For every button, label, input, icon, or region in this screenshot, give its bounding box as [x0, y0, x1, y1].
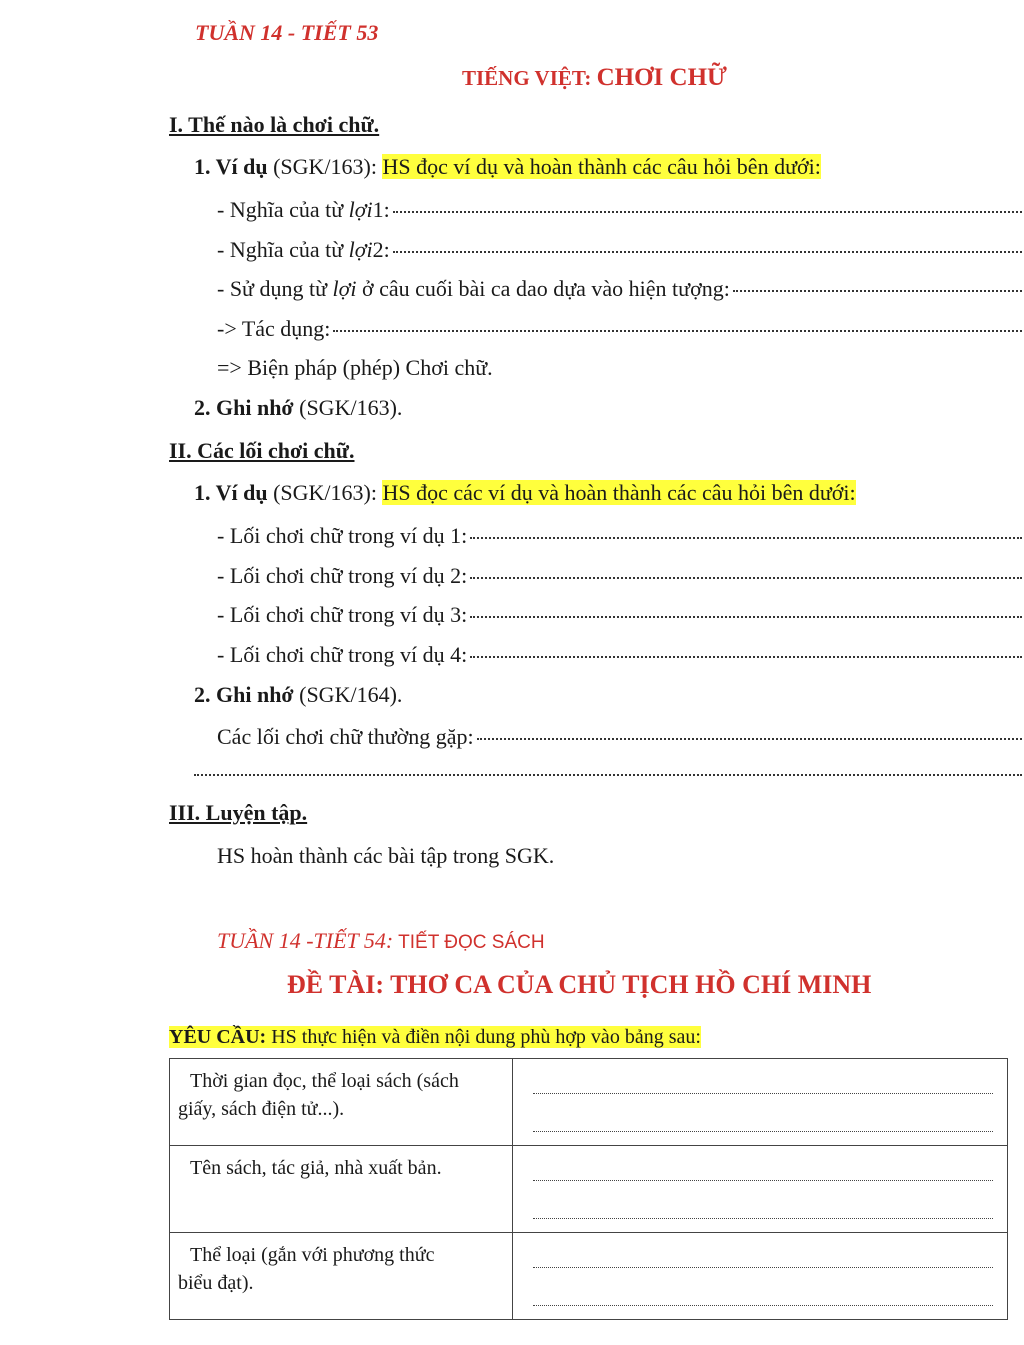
- table-label-line-1: Thể loại (gắn với phương thức: [190, 1244, 435, 1266]
- example-instruction: HS đọc ví dụ và hoàn thành các câu hỏi bên dưới:: [382, 154, 821, 179]
- note-ref: (SGK/163).: [293, 395, 403, 420]
- answer-dots[interactable]: [533, 1305, 993, 1306]
- question-3-post: ở câu cuối bài ca dao dựa vào hiện tượng:: [362, 276, 730, 301]
- question-1-word: lợi: [348, 197, 373, 222]
- question-1-post: 1:: [372, 197, 390, 222]
- table-answer-cell[interactable]: [513, 1233, 1008, 1320]
- table-row: [170, 1233, 1008, 1320]
- table-label-cell: [170, 1146, 513, 1233]
- answer-dots[interactable]: [393, 210, 1022, 213]
- question-1-line: [217, 197, 1022, 223]
- common-types-line: [217, 724, 1022, 750]
- note-ref: (SGK/164).: [293, 682, 403, 707]
- reading-table: [169, 1058, 1008, 1320]
- answer-dots[interactable]: [477, 737, 1022, 740]
- wordplay-item-label: - Lối chơi chữ trong ví dụ 3:: [217, 602, 468, 627]
- table-label-line-1: Tên sách, tác giả, nhà xuất bản.: [190, 1157, 442, 1179]
- wordplay-item-3: [217, 602, 1022, 628]
- wordplay-item-label: - Lối chơi chữ trong ví dụ 1:: [217, 523, 468, 548]
- question-2-pre: - Nghĩa của từ: [217, 237, 344, 262]
- common-types-label: Các lối chơi chữ thường gặp:: [217, 724, 474, 749]
- answer-dots[interactable]: [470, 576, 1022, 579]
- answer-dots[interactable]: [470, 615, 1022, 618]
- table-answer-cell[interactable]: [513, 1146, 1008, 1233]
- example-instruction: HS đọc các ví dụ và hoàn thành các câu hỏi bên dưới:: [382, 480, 856, 505]
- question-2-line: [217, 237, 1022, 263]
- answer-dots[interactable]: [470, 536, 1022, 539]
- table-answer-cell[interactable]: [513, 1059, 1008, 1146]
- answer-dots[interactable]: [533, 1267, 993, 1268]
- section-3-text: HS hoàn thành các bài tập trong SGK.: [217, 843, 555, 868]
- section-2-example: [194, 480, 856, 506]
- requirement: [169, 1026, 701, 1049]
- lesson-title-main: CHƠI CHỮ: [596, 64, 727, 91]
- section-1-note: [194, 395, 402, 421]
- example-label: 1. Ví dụ: [194, 154, 268, 179]
- answer-dots[interactable]: [733, 289, 1022, 292]
- section-2-note: [194, 682, 402, 708]
- answer-dots[interactable]: [333, 329, 1022, 332]
- section-1-heading: I. Thế nào là chơi chữ.: [169, 112, 380, 137]
- question-3-word: lợi: [332, 276, 357, 301]
- wordplay-item-2: [217, 563, 1022, 589]
- section-3-heading: III. Luyện tập.: [169, 800, 308, 825]
- example-label: 1. Ví dụ: [194, 480, 268, 505]
- question-3-line: [217, 276, 1022, 302]
- topic-title: ĐỀ TÀI: THƠ CA CỦA CHỦ TỊCH HỒ CHÍ MINH: [287, 970, 872, 999]
- wordplay-item-1: [217, 523, 1022, 549]
- answer-dots[interactable]: [470, 655, 1022, 658]
- week-label-2: [217, 928, 545, 954]
- requirement-label: YÊU CẦU:: [169, 1026, 267, 1048]
- note-label: 2. Ghi nhớ: [194, 395, 294, 420]
- answer-dots[interactable]: [533, 1218, 993, 1219]
- question-2-post: 2:: [372, 237, 390, 262]
- lesson-title-prefix: TIẾNG VIỆT:: [462, 66, 597, 90]
- week-label-1: TUẦN 14 - TIẾT 53: [195, 20, 379, 45]
- answer-dots-continuation[interactable]: [194, 774, 1022, 776]
- table-label-cell: [170, 1059, 513, 1146]
- example-ref: (SGK/163):: [267, 154, 383, 179]
- section-1-example: [194, 154, 821, 180]
- reading-subtitle: TIẾT ĐỌC SÁCH: [393, 932, 545, 953]
- wordplay-item-label: - Lối chơi chữ trong ví dụ 2:: [217, 563, 468, 588]
- table-label-cell: [170, 1233, 513, 1320]
- effect-line: [217, 316, 1022, 342]
- note-label: 2. Ghi nhớ: [194, 682, 294, 707]
- table-label-line-2: biểu đạt).: [178, 1272, 254, 1294]
- table-row: [170, 1146, 1008, 1233]
- table-row: [170, 1059, 1008, 1146]
- week-label-2-text: TUẦN 14 -TIẾT 54:: [217, 928, 394, 953]
- question-1-pre: - Nghĩa của từ: [217, 197, 344, 222]
- requirement-text: HS thực hiện và điền nội dung phù hợp vào bảng sau:: [266, 1026, 701, 1048]
- answer-dots[interactable]: [533, 1131, 993, 1132]
- wordplay-item-4: [217, 642, 1022, 668]
- section-2-heading: II. Các lối chơi chữ.: [169, 438, 355, 463]
- question-2-word: lợi: [348, 237, 373, 262]
- lesson-title: [462, 64, 727, 92]
- answer-dots[interactable]: [393, 250, 1022, 253]
- table-label-line-2: giấy, sách điện tử...).: [178, 1098, 345, 1120]
- answer-dots[interactable]: [533, 1180, 993, 1181]
- effect-label: -> Tác dụng:: [217, 316, 331, 341]
- conclusion: => Biện pháp (phép) Chơi chữ.: [217, 355, 493, 380]
- table-label-line-1: Thời gian đọc, thể loại sách (sách: [190, 1070, 459, 1092]
- question-3-pre: - Sử dụng từ: [217, 276, 328, 301]
- answer-dots[interactable]: [533, 1093, 993, 1094]
- example-ref: (SGK/163):: [267, 480, 383, 505]
- wordplay-item-label: - Lối chơi chữ trong ví dụ 4:: [217, 642, 468, 667]
